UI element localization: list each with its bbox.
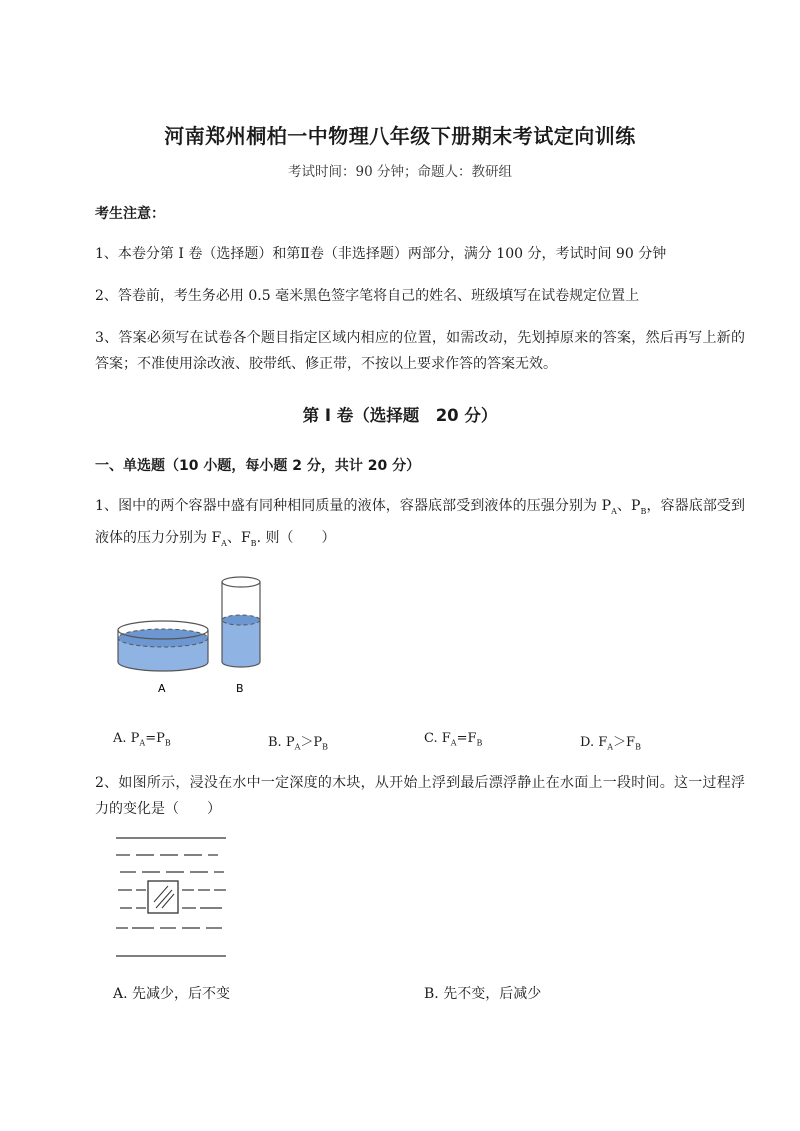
notice-item-3: 3、答案必须写在试卷各个题目指定区域内相应的位置，如需改动，先划掉原来的答案，然后再写上新的答案；不准使用涂改液、胶带纸、修正带，不按以上要求作答的答案无效。 <box>95 330 745 372</box>
q1-option-d[interactable]: D. $F_A>F_B$ <box>580 735 641 752</box>
container-b <box>222 577 260 667</box>
part-title: 一、单选题（10 小题，每小题 2 分，共计 20 分） <box>95 458 421 474</box>
question-2-text: 2、如图所示，浸没在水中一定深度的木块，从开始上浮到最后漂浮静止在水面上一段时间。这一过程浮力的变化是（ ） <box>95 775 745 817</box>
notice-title: 考生注意： <box>95 206 165 222</box>
notice-item-1: 1、本卷分第 I 卷（选择题）和第Ⅱ卷（非选择题）两部分，满分 100 分，考试时间 90 分钟 <box>95 246 667 262</box>
container-a <box>118 621 208 671</box>
q1-option-c[interactable]: C. $F_A=F_B$ <box>424 731 483 748</box>
q1-option-b[interactable]: B. $P_A>P_B$ <box>268 735 328 752</box>
q2-option-a[interactable]: A. 先减少，后不变 <box>113 986 231 1002</box>
containers-figure <box>110 570 270 700</box>
water-block-figure <box>110 828 240 963</box>
section-title: 第 I 卷（选择题 20 分） <box>302 406 498 425</box>
exam-title: 河南郑州桐柏一中物理八年级下册期末考试定向训练 <box>164 124 636 148</box>
q2-option-b[interactable]: B. 先不变，后减少 <box>424 986 542 1002</box>
q1-option-a[interactable]: A. $P_A=P_B$ <box>113 731 171 748</box>
question-1-text: 1、图中的两个容器中盛有同种相同质量的液体，容器底部受到液体的压强分别为 $P_A$、$P_B$，容器底部受到液体的压力分别为 $F_A$、$F_B$. 则（ ） <box>95 498 746 548</box>
figure-label-a: A <box>158 682 166 695</box>
notice-item-2: 2、答卷前，考生务必用 0.5 毫米黑色签字笔将自己的姓名、班级填写在试卷规定位置上 <box>95 288 640 304</box>
exam-subtitle: 考试时间：90 分钟；命题人：教研组 <box>288 164 512 180</box>
figure-label-b: B <box>236 682 244 695</box>
wooden-block <box>148 881 178 913</box>
